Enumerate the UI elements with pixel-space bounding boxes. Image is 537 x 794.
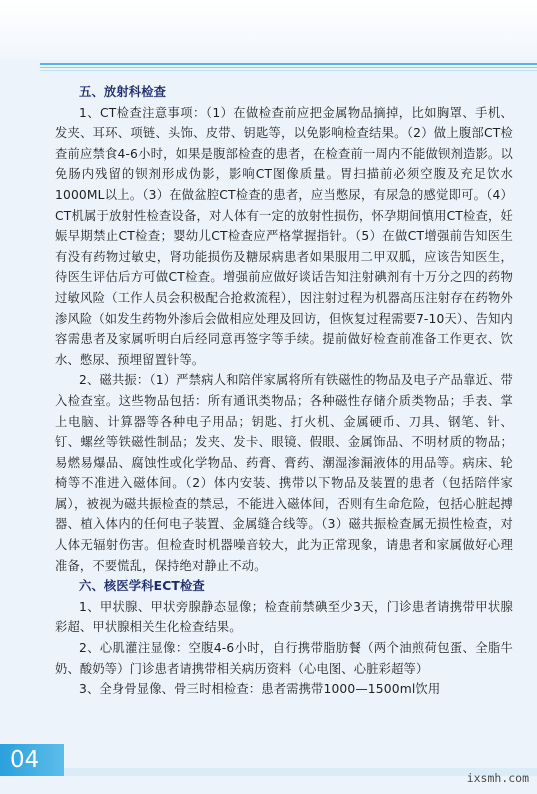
section-heading-radiology: 五、放射科检查 <box>79 85 167 99</box>
paragraph-ct: 1、CT检查注意事项：（1）在做检查前应把金属物品摘掉，比如胸罩、手机、发夹、耳环、项链、头饰、皮带、钥匙等，以免影响检查结果。（2）做上腹部CT检查前应禁食4-6小时，如果是腹部检查的患者，在检查前一周内不能做钡剂造影。以免肠内残留的钡剂形成伪影，影响CT图像质量。胃扫描前必须空腹及充足饮水1000ML以上。（3）在做盆腔CT检查的患者，应当憋尿，有尿急的感觉即可。（4）CT机属于放射性检查设备，对人体有一定的放射性损伤，怀孕期间慎用CT检查，妊娠早期禁止CT检查；婴幼儿CT检查应严格掌握指针。（5）在做CT增强前告知医生有没有药物过敏史，肾功能损伤及糖尿病患者如果服用二甲双胍，应该告知医生，待医生评估后方可做CT检查。增强前应做好谈话告知注射碘剂有十万分之四的药物过敏风险（工作人员会积极配合抢救流程），因注射过程为机器高压注射存在药物外渗风险（如发生药物外渗后会做相应处理及回访，但恢复过程需要7-10天）、告知内容需患者及家属听明白后经同意再签字等手续。提前做好检查前准备工作更衣、饮水、憋尿、预埋留置针等。 <box>55 105 514 367</box>
paragraph-myocardial: 2、心肌灌注显像：空腹4-6小时，自行携带脂肪餐（两个油煎荷包蛋、全脂牛奶、酸奶等）门诊患者请携带相关病历资料（心电图、心脏彩超等） <box>55 641 513 676</box>
page-number: 04 <box>10 747 40 773</box>
page-header-band <box>0 0 537 60</box>
watermark: ixsmh.com <box>466 771 529 785</box>
document-body <box>55 82 513 700</box>
section-heading-nuclear: 六、核医学科ECT检查 <box>79 579 205 594</box>
header-rule-thin <box>40 67 537 68</box>
paragraph-bone-scan: 3、全身骨显像、骨三时相检查：患者需携带1000—1500ml饮用 <box>79 682 441 697</box>
header-rule-faint <box>40 70 537 71</box>
paragraph-mri: 2、磁共振：（1）严禁病人和陪伴家属将所有铁磁性的物品及电子产品靠近、带入检查室。这些物品包括：所有通讯类物品；各种磁性存储介质类物品；手表、掌上电脑、计算器等各种电子用品；钥匙、打火机、金属硬币、刀具、钢笔、针、钉、螺丝等铁磁性制品；发夹、发卡、眼镜、假眼、金属饰品、不明材质的物品；易燃易爆品、腐蚀性或化学物品、药膏、膏药、潮湿渗漏液体的用品等。病床、轮椅等不准进入磁体间。（2）体内安装、携带以下物品及装置的患者（包括陪伴家属），被视为磁共振检查的禁忌，不能进入磁体间，否则有生命危险，包括心脏起搏器、植入体内的任何电子装置、金属缝合线等。（3）磁共振检查属无损性检查，对人体无辐射伤害。但检查时机器噪音较大，此为正常现象，请患者和家属做好心理准备，不要慌乱，保持绝对静止不动。 <box>55 373 513 573</box>
page-number-tab <box>0 744 64 776</box>
paragraph-thyroid: 1、甲状腺、甲状旁腺静态显像；检查前禁碘至少3天，门诊患者请携带甲状腺彩超、甲状腺相关生化检查结果。 <box>55 599 513 635</box>
header-rule <box>40 63 537 65</box>
